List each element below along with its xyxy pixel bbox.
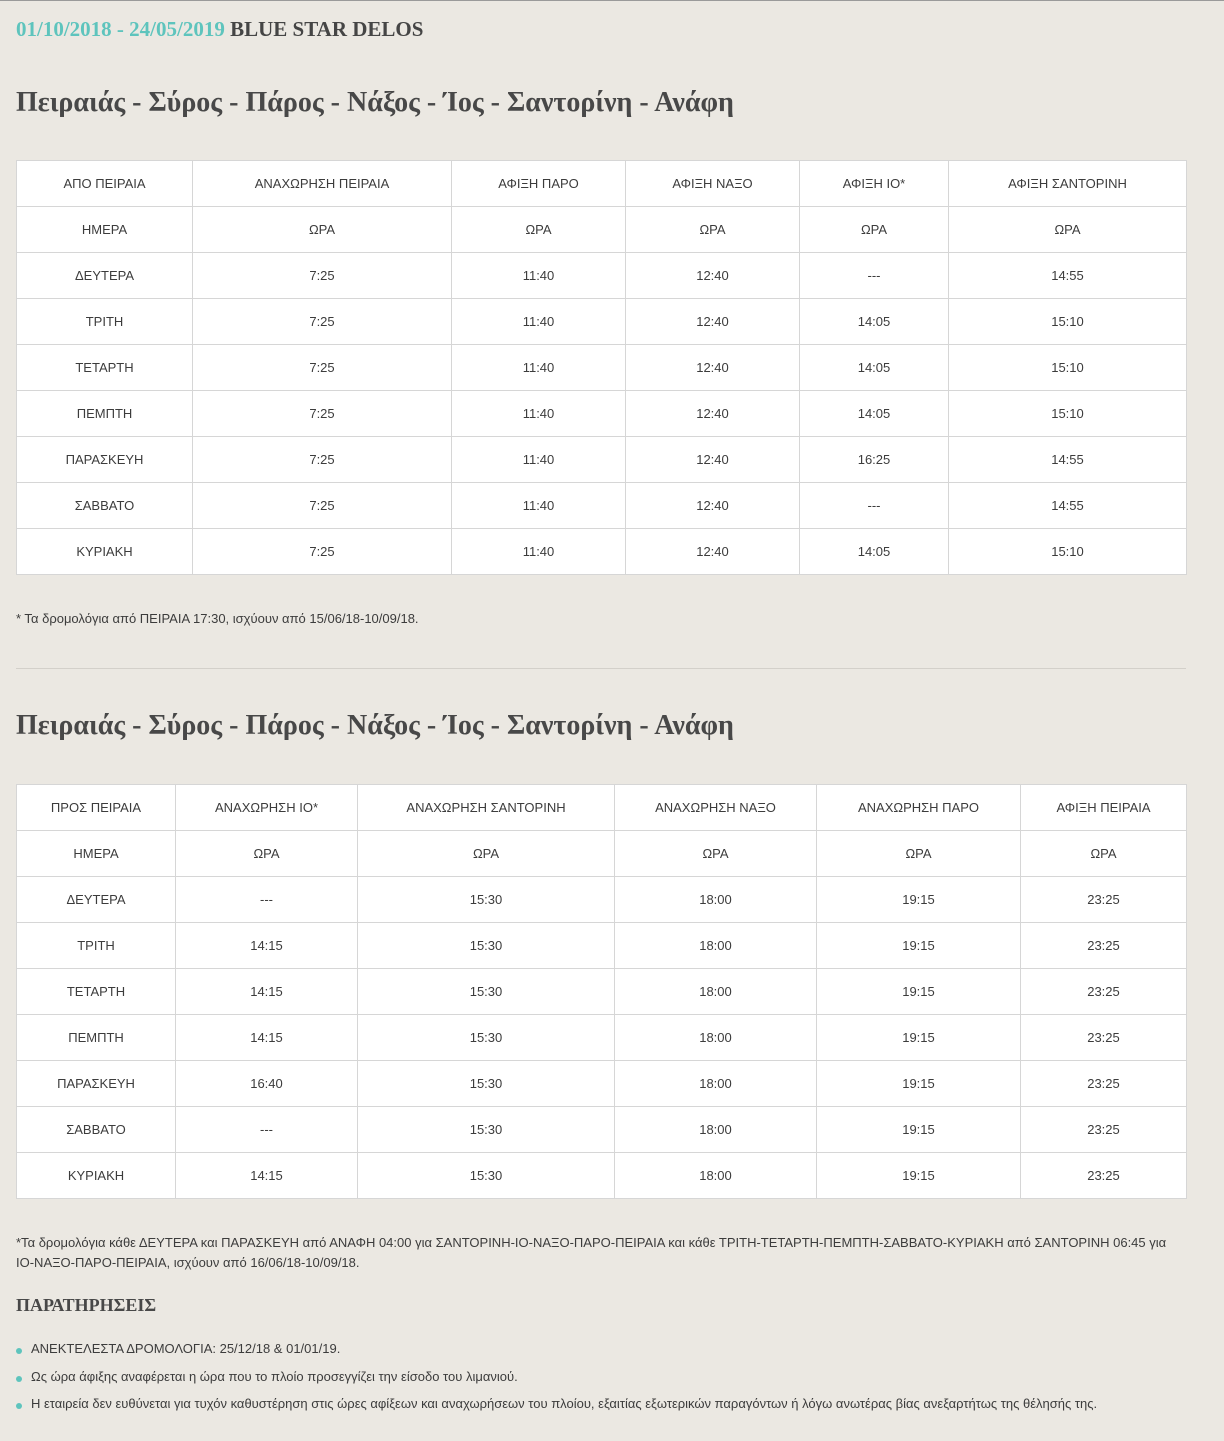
table-cell: 7:25: [193, 299, 452, 345]
table-cell: 15:30: [358, 1153, 615, 1199]
table-cell: ΑΝΑΧΩΡΗΣΗ ΝΑΞΟ: [615, 785, 817, 831]
inbound-note: *Τα δρομολόγια κάθε ΔΕΥΤΕΡΑ και ΠΑΡΑΣΚΕΥΗ από ΑΝΑΦΗ 04:00 για ΣΑΝΤΟΡΙΝΗ-ΙΟ-ΝΑΞΟ-ΠΑΡΟ-ΠΕΙΡΑΙΑ και κάθε ΤΡΙΤΗ-ΤΕΤΑΡΤΗ-ΠΕΜΠΤΗ-ΣΑΒΒΑΤΟ-ΚΥΡΙΑΚΗ από ΣΑΝΤΟΡΙΝΗ 06:45 για ΙΟ-ΝΑΞΟ-ΠΑΡΟ-ΠΕΙΡΑΙΑ, ισχύουν από 16/06/18-10/09/18.: [16, 1235, 1167, 1270]
table-cell: 14:55: [949, 437, 1187, 483]
table-cell: 14:15: [176, 969, 358, 1015]
table-row: [17, 253, 1187, 299]
table-cell: ΤΡΙΤΗ: [17, 299, 193, 345]
table-cell: ---: [176, 1107, 358, 1153]
bullet-dot-icon: [16, 1403, 22, 1409]
table-cell: ΩΡΑ: [358, 831, 615, 877]
table-row: [17, 437, 1187, 483]
table-cell: 19:15: [817, 1015, 1021, 1061]
table-cell: ΠΑΡΑΣΚΕΥΗ: [17, 1061, 176, 1107]
table-row: [17, 391, 1187, 437]
table-cell: 16:25: [800, 437, 949, 483]
table-cell: 18:00: [615, 1015, 817, 1061]
table-cell: ΑΦΙΞΗ ΠΑΡΟ: [452, 161, 626, 207]
table-cell: ΤΕΤΑΡΤΗ: [17, 345, 193, 391]
bullet-dot-icon: [16, 1348, 22, 1354]
table-cell: ΑΦΙΞΗ ΝΑΞΟ: [626, 161, 800, 207]
inbound-schedule-table: [16, 784, 1187, 1199]
table-cell: 15:30: [358, 923, 615, 969]
table-cell: 11:40: [452, 529, 626, 575]
table-cell: ΑΦΙΞΗ ΠΕΙΡΑΙΑ: [1021, 785, 1187, 831]
table-cell: ΩΡΑ: [1021, 831, 1187, 877]
table-cell: 14:15: [176, 1015, 358, 1061]
table-cell: 19:15: [817, 1061, 1021, 1107]
table-cell: 7:25: [193, 391, 452, 437]
table-row: [17, 877, 1187, 923]
table-row: [17, 1107, 1187, 1153]
table-cell: 15:10: [949, 345, 1187, 391]
table-cell: 7:25: [193, 529, 452, 575]
table-subheader-row: [17, 831, 1187, 877]
table-row: [17, 299, 1187, 345]
table-cell: 19:15: [817, 877, 1021, 923]
table-cell: 7:25: [193, 345, 452, 391]
table-cell: ΑΝΑΧΩΡΗΣΗ ΠΕΙΡΑΙΑ: [193, 161, 452, 207]
table-cell: 23:25: [1021, 1015, 1187, 1061]
table-subheader-row: [17, 207, 1187, 253]
table-cell: ΩΡΑ: [817, 831, 1021, 877]
list-item: [16, 1338, 1097, 1366]
table-cell: 18:00: [615, 923, 817, 969]
table-cell: 15:30: [358, 1107, 615, 1153]
table-cell: 14:05: [800, 345, 949, 391]
table-cell: 14:05: [800, 529, 949, 575]
table-row: [17, 969, 1187, 1015]
bullet-dot-icon: [16, 1376, 22, 1382]
table-cell: 23:25: [1021, 877, 1187, 923]
table-cell: 16:40: [176, 1061, 358, 1107]
table-cell: 14:15: [176, 923, 358, 969]
table-cell: 23:25: [1021, 1153, 1187, 1199]
table-cell: ΚΥΡΙΑΚΗ: [17, 1153, 176, 1199]
table-cell: 7:25: [193, 437, 452, 483]
table-row: [17, 345, 1187, 391]
table-cell: 14:05: [800, 299, 949, 345]
table-cell: 12:40: [626, 437, 800, 483]
table-cell: 14:55: [949, 253, 1187, 299]
table-cell: 14:15: [176, 1153, 358, 1199]
table-cell: ΣΑΒΒΑΤΟ: [17, 483, 193, 529]
table-cell: ΗΜΕΡΑ: [17, 831, 176, 877]
table-cell: ---: [800, 253, 949, 299]
table-cell: 18:00: [615, 1061, 817, 1107]
remark-text: Ως ώρα άφιξης αναφέρεται η ώρα που το πλοίο προσεγγίζει την είσοδο του λιμανιού.: [31, 1368, 518, 1384]
table-row: [17, 483, 1187, 529]
table-cell: ΩΡΑ: [452, 207, 626, 253]
table-cell: ΑΠΟ ΠΕΙΡΑΙΑ: [17, 161, 193, 207]
table-cell: 15:30: [358, 877, 615, 923]
remark-text: Η εταιρεία δεν ευθύνεται για τυχόν καθυστέρηση στις ώρες αφίξεων και αναχωρήσεων του πλοίου, εξαιτίας εξωτερικών παραγόντων ή λόγω ανωτέρας βίας ανεξαρτήτως της θέλησής της.: [31, 1396, 1098, 1411]
table-cell: ΠΕΜΠΤΗ: [17, 1015, 176, 1061]
table-cell: 23:25: [1021, 1061, 1187, 1107]
table-cell: 15:30: [358, 969, 615, 1015]
remarks-list: [16, 1338, 1097, 1421]
remark-text: ΑΝΕΚΤΕΛΕΣΤΑ ΔΡΟΜΟΛΟΓΙΑ: 25/12/18 & 01/01/19.: [31, 1341, 341, 1356]
table-cell: ΩΡΑ: [193, 207, 452, 253]
table-cell: 23:25: [1021, 969, 1187, 1015]
table-cell: 15:30: [358, 1015, 615, 1061]
inbound-route-title: Πειραιάς - Σύρος - Πάρος - Νάξος - Ίος - Σαντορίνη - Ανάφη: [16, 710, 734, 741]
table-cell: ΑΦΙΞΗ ΙΟ*: [800, 161, 949, 207]
table-cell: ΔΕΥΤΕΡΑ: [17, 877, 176, 923]
season-dates: 01/10/2018 - 24/05/2019: [16, 17, 225, 41]
table-row: [17, 923, 1187, 969]
table-cell: 23:25: [1021, 1107, 1187, 1153]
table-cell: 7:25: [193, 483, 452, 529]
outbound-route-title: Πειραιάς - Σύρος - Πάρος - Νάξος - Ίος - Σαντορίνη - Ανάφη: [16, 87, 734, 118]
outbound-note: * Τα δρομολόγια από ΠΕΙΡΑΙΑ 17:30, ισχύουν από 15/06/18-10/09/18.: [16, 611, 419, 626]
table-cell: ΩΡΑ: [615, 831, 817, 877]
table-cell: 19:15: [817, 923, 1021, 969]
table-cell: ---: [800, 483, 949, 529]
list-item: [16, 1393, 1097, 1421]
table-cell: 11:40: [452, 299, 626, 345]
table-cell: 19:15: [817, 1153, 1021, 1199]
table-cell: ΚΥΡΙΑΚΗ: [17, 529, 193, 575]
table-cell: ΗΜΕΡΑ: [17, 207, 193, 253]
table-row: [17, 1015, 1187, 1061]
list-item: [16, 1366, 1097, 1394]
table-cell: 11:40: [452, 253, 626, 299]
table-cell: ΑΦΙΞΗ ΣΑΝΤΟΡΙΝΗ: [949, 161, 1187, 207]
table-cell: ΤΕΤΑΡΤΗ: [17, 969, 176, 1015]
table-row: [17, 1153, 1187, 1199]
table-cell: ΠΑΡΑΣΚΕΥΗ: [17, 437, 193, 483]
table-row: [17, 529, 1187, 575]
table-cell: ΠΕΜΠΤΗ: [17, 391, 193, 437]
table-cell: 11:40: [452, 345, 626, 391]
table-cell: 11:40: [452, 437, 626, 483]
table-cell: 19:15: [817, 1107, 1021, 1153]
table-cell: ΣΑΒΒΑΤΟ: [17, 1107, 176, 1153]
table-cell: ΠΡΟΣ ΠΕΙΡΑΙΑ: [17, 785, 176, 831]
table-cell: 15:10: [949, 299, 1187, 345]
ship-name: BLUE STAR DELOS: [230, 17, 424, 41]
table-cell: ΩΡΑ: [626, 207, 800, 253]
table-cell: ΑΝΑΧΩΡΗΣΗ ΣΑΝΤΟΡΙΝΗ: [358, 785, 615, 831]
table-cell: ΩΡΑ: [800, 207, 949, 253]
table-cell: ΑΝΑΧΩΡΗΣΗ ΙΟ*: [176, 785, 358, 831]
table-cell: 18:00: [615, 1107, 817, 1153]
section-divider: [16, 668, 1186, 669]
table-cell: 15:30: [358, 1061, 615, 1107]
table-cell: 12:40: [626, 483, 800, 529]
table-cell: 15:10: [949, 391, 1187, 437]
table-cell: ---: [176, 877, 358, 923]
table-cell: 14:05: [800, 391, 949, 437]
table-cell: ΑΝΑΧΩΡΗΣΗ ΠΑΡΟ: [817, 785, 1021, 831]
table-cell: 12:40: [626, 253, 800, 299]
table-cell: 15:10: [949, 529, 1187, 575]
table-cell: ΤΡΙΤΗ: [17, 923, 176, 969]
table-cell: ΩΡΑ: [176, 831, 358, 877]
table-header-row: [17, 161, 1187, 207]
table-row: [17, 1061, 1187, 1107]
table-cell: ΩΡΑ: [949, 207, 1187, 253]
season-heading: [16, 17, 423, 42]
outbound-schedule-table: [16, 160, 1187, 575]
table-cell: 12:40: [626, 391, 800, 437]
table-cell: 18:00: [615, 969, 817, 1015]
table-cell: 19:15: [817, 969, 1021, 1015]
table-cell: 14:55: [949, 483, 1187, 529]
table-cell: 23:25: [1021, 923, 1187, 969]
table-cell: 18:00: [615, 1153, 817, 1199]
table-cell: 18:00: [615, 877, 817, 923]
table-cell: 12:40: [626, 299, 800, 345]
table-header-row: [17, 785, 1187, 831]
table-cell: 12:40: [626, 529, 800, 575]
table-cell: 12:40: [626, 345, 800, 391]
table-cell: 7:25: [193, 253, 452, 299]
table-cell: ΔΕΥΤΕΡΑ: [17, 253, 193, 299]
table-cell: 11:40: [452, 391, 626, 437]
remarks-title: ΠΑΡΑΤΗΡΗΣΕΙΣ: [16, 1295, 157, 1315]
table-cell: 11:40: [452, 483, 626, 529]
